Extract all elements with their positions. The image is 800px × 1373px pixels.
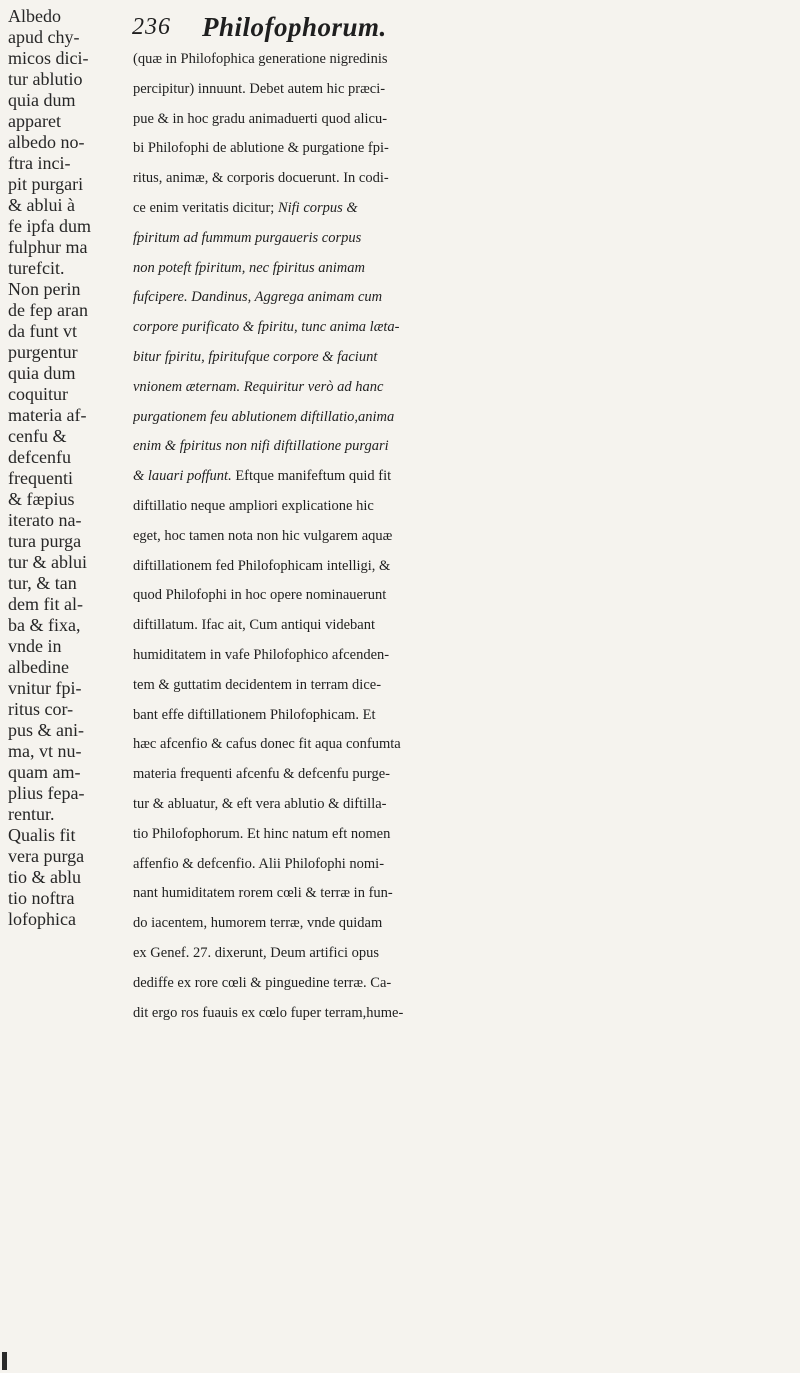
text-line bbox=[133, 939, 795, 969]
margin-note-line: albedo no- bbox=[8, 132, 85, 152]
margin-note-line: coquitur bbox=[8, 384, 68, 404]
text-line bbox=[133, 343, 795, 373]
margin-note-line: Albedo bbox=[8, 6, 61, 26]
text-line bbox=[133, 105, 795, 135]
italic-text-segment: enim & fpiritus non nifi diftillatione purgari bbox=[133, 438, 389, 455]
text-segment: bant effe diftillationem Philofophicam. Et bbox=[133, 706, 376, 723]
text-segment: (quæ in Philofophica generatione nigredinis bbox=[133, 51, 388, 67]
margin-note-line: fe ipfa dum bbox=[8, 216, 91, 236]
margin-note-line: pus & ani- bbox=[8, 720, 84, 740]
text-segment: ce enim veritatis dicitur; bbox=[133, 199, 278, 216]
text-segment: pue & in hoc gradu animaduerti quod alicu- bbox=[133, 110, 388, 127]
page-number: 236 bbox=[132, 14, 171, 40]
margin-note-line: apparet bbox=[8, 111, 61, 131]
text-line bbox=[133, 909, 795, 939]
text-segment: affenfio & defcenfio. Alii Philofophi nomi- bbox=[133, 855, 385, 872]
text-line bbox=[133, 611, 795, 641]
margin-note-line: ma, vt nu- bbox=[8, 741, 82, 761]
text-line bbox=[133, 641, 795, 671]
margin-note-line: quia dum bbox=[8, 90, 76, 110]
text-segment: percipitur) innuunt. Debet autem hic præci- bbox=[133, 80, 386, 97]
marginal-notes bbox=[8, 6, 120, 930]
margin-note-line: tio & ablu bbox=[8, 867, 81, 887]
text-line bbox=[133, 75, 795, 105]
margin-note-line: da funt vt bbox=[8, 321, 77, 341]
italic-text-segment: fufcipere. Dandinus, Aggrega animam cum bbox=[133, 289, 383, 306]
text-line bbox=[133, 671, 795, 701]
margin-note-line: dem fit al- bbox=[8, 594, 83, 614]
text-line bbox=[133, 522, 795, 552]
text-segment: tio Philofophorum. Et hinc natum eft nomen bbox=[133, 825, 391, 842]
text-line bbox=[133, 313, 795, 343]
text-line bbox=[133, 224, 795, 254]
text-line bbox=[133, 879, 795, 909]
margin-note-line: tur & ablui bbox=[8, 552, 87, 572]
text-segment: nant humiditatem rorem cœli & terræ in fun- bbox=[133, 885, 393, 902]
italic-text-segment: non poteft fpiritum, nec fpiritus animam bbox=[133, 259, 365, 276]
text-line bbox=[133, 552, 795, 582]
text-line bbox=[133, 164, 795, 194]
text-segment: ritus, animæ, & corporis docuerunt. In codi- bbox=[133, 170, 389, 187]
italic-text-segment: vnionem æternam. Requiritur verò ad hanc bbox=[133, 378, 384, 395]
margin-note-line: tur, & tan bbox=[8, 573, 77, 593]
margin-note-line: cenfu & bbox=[8, 426, 67, 446]
text-line bbox=[133, 581, 795, 611]
text-segment: Eftque manifeftum quid fit bbox=[235, 468, 392, 485]
margin-note-line: vnitur fpi- bbox=[8, 678, 82, 698]
text-segment: dediffe ex rore cœli & pinguedine terræ. Ca- bbox=[133, 974, 392, 991]
margin-note-line: defcenfu bbox=[8, 447, 71, 467]
italic-text-segment: bitur fpiritu, fpiritufque corpore & faciunt bbox=[133, 348, 378, 365]
italic-text-segment: purgationem feu ablutionem diftillatio,anima bbox=[133, 408, 395, 425]
margin-note-line: ftra inci- bbox=[8, 153, 71, 173]
text-line bbox=[133, 45, 795, 75]
margin-note-line: micos dici- bbox=[8, 48, 89, 68]
text-segment: diftillatum. Ifac ait, Cum antiqui videbant bbox=[133, 617, 376, 634]
text-segment: humiditatem in vafe Philofophico afcenden- bbox=[133, 646, 390, 663]
scan-edge-mark bbox=[2, 1352, 7, 1370]
text-line bbox=[133, 850, 795, 880]
margin-note-line: Non perin bbox=[8, 279, 81, 299]
text-line bbox=[133, 254, 795, 284]
text-line bbox=[133, 373, 795, 403]
main-text-block bbox=[133, 45, 795, 1028]
text-segment: tur & abluatur, & eft vera ablutio & diftilla- bbox=[133, 795, 387, 812]
margin-note-line: purgentur bbox=[8, 342, 78, 362]
text-line bbox=[133, 432, 795, 462]
text-line bbox=[133, 730, 795, 760]
text-segment: ex Genef. 27. dixerunt, Deum artifici opus bbox=[133, 944, 380, 961]
margin-note-line: tur ablutio bbox=[8, 69, 83, 89]
text-segment: tem & guttatim decidentem in terram dice- bbox=[133, 676, 382, 693]
text-line bbox=[133, 820, 795, 850]
margin-note-line: fulphur ma bbox=[8, 237, 88, 257]
text-line bbox=[133, 283, 795, 313]
text-line bbox=[133, 790, 795, 820]
page-header bbox=[132, 8, 792, 48]
text-segment: eget, hoc tamen nota non hic vulgarem aquæ bbox=[133, 527, 393, 544]
text-segment: diftillationem fed Philofophicam intelligi, & bbox=[133, 557, 391, 574]
margin-note-line: turefcit. bbox=[8, 258, 65, 278]
margin-note-line: de fep aran bbox=[8, 300, 88, 320]
text-segment: quod Philofophi in hoc opere nominauerunt bbox=[133, 587, 387, 604]
margin-note-line: lofophica bbox=[8, 909, 76, 929]
italic-text-segment: fpiritum ad fummum purgaueris corpus bbox=[133, 229, 362, 246]
text-line bbox=[133, 403, 795, 433]
text-line bbox=[133, 134, 795, 164]
text-segment: hæc afcenfio & cafus donec fit aqua confumta bbox=[133, 736, 401, 753]
text-segment: materia frequenti afcenfu & defcenfu purge- bbox=[133, 766, 390, 783]
text-line bbox=[133, 492, 795, 522]
margin-note-line: & fæpius bbox=[8, 489, 75, 509]
margin-note-line: ritus cor- bbox=[8, 699, 74, 719]
margin-note-line: Qualis fit bbox=[8, 825, 76, 845]
running-head: Philofophorum. bbox=[202, 12, 387, 42]
text-line bbox=[133, 999, 795, 1029]
margin-note-line: & ablui à bbox=[8, 195, 75, 215]
margin-note-line: pit purgari bbox=[8, 174, 84, 194]
margin-note-line: quia dum bbox=[8, 363, 76, 383]
margin-note-line: frequenti bbox=[8, 468, 73, 488]
text-line bbox=[133, 701, 795, 731]
text-line bbox=[133, 760, 795, 790]
italic-text-segment: corpore purificato & fpiritu, tunc anima læta- bbox=[133, 319, 400, 336]
margin-note-line: plius fepa- bbox=[8, 783, 85, 803]
margin-note-line: iterato na- bbox=[8, 510, 82, 530]
margin-note-line: tura purga bbox=[8, 531, 82, 551]
text-segment: do iacentem, humorem terræ, vnde quidam bbox=[133, 915, 383, 932]
margin-note-line: quam am- bbox=[8, 762, 81, 782]
text-segment: dit ergo ros fuauis ex cœlo fuper terram,hume- bbox=[133, 1004, 404, 1021]
italic-text-segment: & lauari poffunt. bbox=[133, 468, 236, 485]
margin-note-line: apud chy- bbox=[8, 27, 80, 47]
text-segment: bi Philofophi de ablutione & purgatione fpi- bbox=[133, 140, 389, 157]
italic-text-segment: Nifi corpus & bbox=[277, 199, 358, 216]
margin-note-line: ba & fixa, bbox=[8, 615, 81, 635]
margin-note-line: rentur. bbox=[8, 804, 55, 824]
margin-note-line: vera purga bbox=[8, 846, 85, 866]
margin-note-line: albedine bbox=[8, 657, 69, 677]
margin-note-line: tio noftra bbox=[8, 888, 75, 908]
text-line bbox=[133, 969, 795, 999]
text-line bbox=[133, 194, 795, 224]
margin-note-line: materia af- bbox=[8, 405, 87, 425]
text-segment: diftillatio neque ampliori explicatione hic bbox=[133, 497, 374, 514]
margin-note-line: vnde in bbox=[8, 636, 62, 656]
text-line bbox=[133, 462, 795, 492]
